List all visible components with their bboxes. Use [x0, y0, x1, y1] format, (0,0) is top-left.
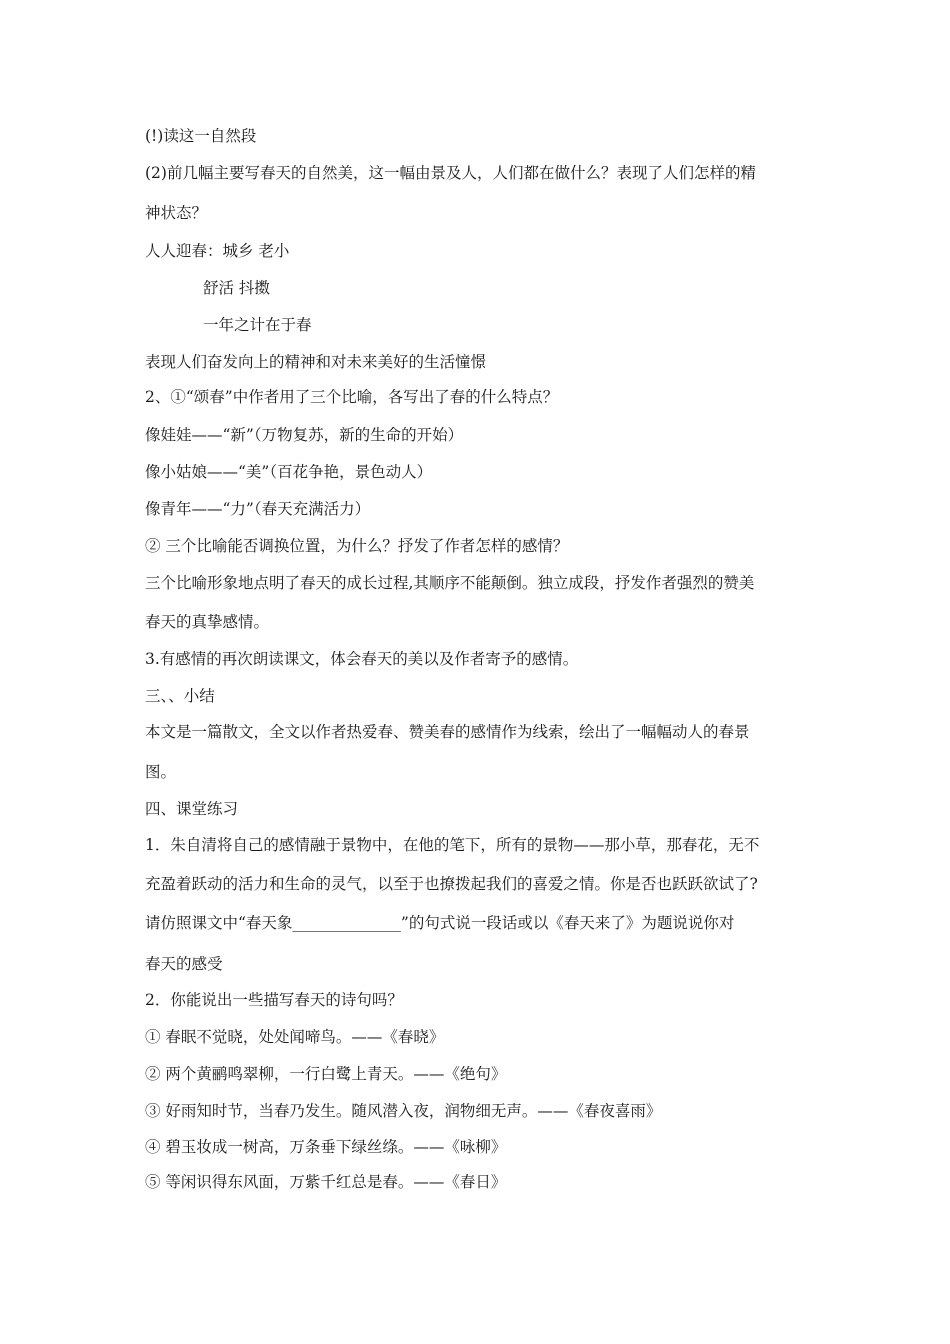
- text-line: 三、、小结: [145, 687, 215, 705]
- text-line: 四、课堂练习: [145, 800, 239, 818]
- text-line: ① 春眠不觉晓，处处闻啼鸟。——《春晓》: [145, 1028, 445, 1046]
- text-line: 春天的感受: [145, 955, 223, 973]
- text-line: 2．你能说出一些描写春天的诗句吗？: [145, 991, 403, 1009]
- text-line: ② 两个黄鹂鸣翠柳，一行白鹭上青天。——《绝句》: [145, 1065, 507, 1083]
- text-line: 春天的真挚感情。: [145, 613, 270, 631]
- text-line: 3.有感情的再次朗读课文，体会春天的美以及作者寄予的感情。: [145, 650, 579, 668]
- text-line: 本文是一篇散文，全文以作者热爱春、赞美春的感情作为线索，绘出了一幅幅动人的春景: [145, 723, 750, 741]
- text-line: 三个比喻形象地点明了春天的成长过程,其顺序不能颠倒。独立成段，抒发作者强烈的赞美: [145, 574, 755, 592]
- text-line: 充盈着跃动的活力和生命的灵气，以至于也撩拨起我们的喜爱之情。你是否也跃跃欲试了?: [145, 875, 758, 893]
- text-line: ② 三个比喻能否调换位置，为什么？抒发了作者怎样的感情？: [145, 537, 569, 555]
- text-line: 一年之计在于春: [203, 316, 312, 334]
- text-line: ③ 好雨知时节，当春乃发生。随风潜入夜，润物细无声。——《春夜喜雨》: [145, 1102, 662, 1120]
- text-line: 舒活 抖擞: [203, 279, 270, 297]
- text-line: 人人迎春：城乡 老小: [145, 242, 290, 260]
- text-line: 神状态？: [145, 204, 208, 222]
- text-line: ④ 碧玉妆成一树高，万条垂下绿丝绦。——《咏柳》: [145, 1138, 507, 1156]
- text-line: 像小姑娘——“美”（百花争艳，景色动人）: [145, 463, 433, 481]
- text-line: ⑤ 等闲识得东风面，万紫千红总是春。——《春日》: [145, 1173, 507, 1191]
- text-line: 像娃娃——“新”（万物复苏，新的生命的开始）: [145, 426, 464, 444]
- text-line: (!)读这一自然段: [145, 127, 257, 145]
- text-line: 像青年——“力”（春天充满活力）: [145, 500, 371, 518]
- text-line: 图。: [145, 763, 177, 781]
- text-line: 表现人们奋发向上的精神和对未来美好的生活憧憬: [145, 353, 487, 371]
- text-line: 2、①“颂春”中作者用了三个比喻，各写出了春的什么特点？: [145, 388, 559, 406]
- text-line: (2)前几幅主要写春天的自然美，这一幅由景及人，人们都在做什么？表现了人们怎样的精: [145, 164, 756, 182]
- text-line: 1．朱自清将自己的感情融于景物中，在他的笔下，所有的景物——那小草，那春花，无不: [145, 836, 760, 854]
- text-line: 请仿照课文中“春天象______________”的句式说一段话或以《春天来了》为题说说你对: [145, 914, 735, 932]
